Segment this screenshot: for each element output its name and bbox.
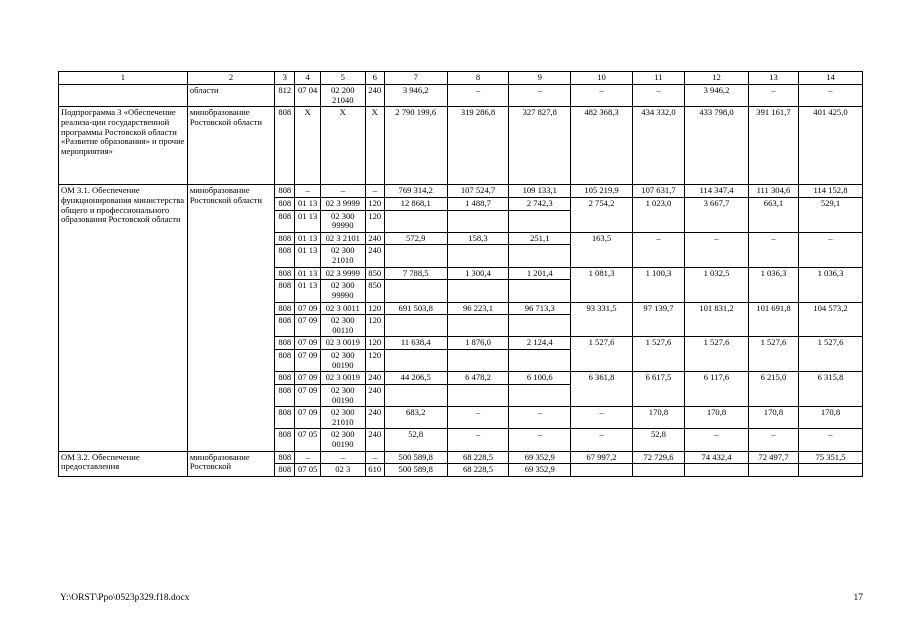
cell: 02 300 00190 — [320, 429, 365, 451]
cell — [384, 384, 447, 406]
cell — [59, 85, 188, 107]
cell: 251,1 — [509, 232, 571, 245]
cell: 850 — [365, 267, 384, 280]
cell: 105 219,9 — [571, 185, 633, 198]
cell: 104 573,2 — [798, 302, 862, 337]
cell: 114 152,8 — [798, 185, 862, 198]
cell: – — [320, 185, 365, 198]
cell: 1 876,0 — [447, 337, 509, 350]
cell: – — [632, 85, 684, 107]
cell: – — [447, 85, 509, 107]
cell: 69 352,9 — [509, 464, 571, 477]
cell: X — [320, 107, 365, 185]
cell: 72 497,7 — [748, 451, 798, 464]
om-3-2-name: ОМ 3.2. Обеспечение предоставления — [59, 451, 188, 476]
header-cell: 1 — [59, 72, 188, 85]
cell: 107 524,7 — [447, 185, 509, 198]
cell: – — [748, 429, 798, 451]
cell — [509, 245, 571, 267]
cell: 02 300 21010 — [320, 245, 365, 267]
cell: 808 — [275, 407, 295, 429]
cell: 240 — [365, 429, 384, 451]
cell: 240 — [365, 384, 384, 406]
header-cell: 10 — [571, 72, 633, 85]
cell: 96 223,1 — [447, 302, 509, 315]
cell: области — [187, 85, 274, 107]
cell: 02 300 00110 — [320, 315, 365, 337]
cell: 6 215,0 — [748, 372, 798, 407]
cell: 170,8 — [685, 407, 749, 429]
cell: – — [571, 407, 633, 429]
cell: – — [748, 232, 798, 267]
cell: 391 161,7 — [748, 107, 798, 185]
cell: 808 — [275, 372, 295, 385]
cell: 158,3 — [447, 232, 509, 245]
cell — [447, 384, 509, 406]
cell: 240 — [365, 372, 384, 385]
cell: 808 — [275, 302, 295, 315]
cell: 1 201,4 — [509, 267, 571, 280]
cell: – — [509, 85, 571, 107]
cell: 500 589,8 — [384, 451, 447, 464]
cell: 808 — [275, 464, 295, 477]
cell: 75 351,5 — [798, 451, 862, 464]
cell: 67 997,2 — [571, 451, 633, 464]
cell: 01 13 — [295, 210, 321, 232]
cell: 319 286,8 — [447, 107, 509, 185]
cell: 68 228,5 — [447, 464, 509, 477]
cell — [384, 245, 447, 267]
cell: 163,5 — [571, 232, 633, 267]
cell: 02 3 0019 — [320, 337, 365, 350]
cell: 808 — [275, 245, 295, 267]
cell — [685, 464, 749, 477]
cell: – — [365, 185, 384, 198]
cell: – — [447, 429, 509, 451]
cell: – — [798, 429, 862, 451]
cell: 07 09 — [295, 407, 321, 429]
cell: 07 05 — [295, 429, 321, 451]
header-cell: 12 — [685, 72, 749, 85]
cell: 69 352,9 — [509, 451, 571, 464]
cell: 12 868,1 — [384, 197, 447, 210]
cell: 500 589,8 — [384, 464, 447, 477]
cell: 114 347,4 — [685, 185, 749, 198]
header-row — [59, 72, 863, 85]
cell: 808 — [275, 280, 295, 302]
cell: 02 3 9999 — [320, 267, 365, 280]
cell: 1 032,5 — [685, 267, 749, 302]
cell: – — [685, 232, 749, 267]
cell: 529,1 — [798, 197, 862, 232]
cell: – — [295, 185, 321, 198]
cell: 808 — [275, 384, 295, 406]
cell: 3 667,7 — [685, 197, 749, 232]
cell — [571, 464, 633, 477]
header-cell: 11 — [632, 72, 684, 85]
subprogram-name: Подпрограмма 3 «Обеспечение реализа-ции государственной программы Ростовской области «Развитие образования» и прочие мероприятия» — [59, 107, 188, 185]
table-row — [59, 85, 863, 107]
cell: 02 300 00190 — [320, 384, 365, 406]
cell: 240 — [365, 245, 384, 267]
cell: 812 — [275, 85, 295, 107]
cell: 52,8 — [632, 429, 684, 451]
cell: 327 827,8 — [509, 107, 571, 185]
cell: 07 09 — [295, 384, 321, 406]
cell: 02 300 99990 — [320, 210, 365, 232]
cell: 11 638,4 — [384, 337, 447, 350]
header-cell: 9 — [509, 72, 571, 85]
cell — [748, 464, 798, 477]
cell — [447, 245, 509, 267]
cell: 02 200 21040 — [320, 85, 365, 107]
cell: 1 300,4 — [447, 267, 509, 280]
header-cell: 3 — [275, 72, 295, 85]
cell: 120 — [365, 302, 384, 315]
cell — [632, 464, 684, 477]
cell: 1 527,6 — [632, 337, 684, 372]
cell: 170,8 — [632, 407, 684, 429]
cell: 96 713,3 — [509, 302, 571, 315]
cell: 101 691,8 — [748, 302, 798, 337]
cell: 691 503,8 — [384, 302, 447, 315]
cell: 120 — [365, 350, 384, 372]
cell: 1 036,3 — [798, 267, 862, 302]
cell: 109 133,1 — [509, 185, 571, 198]
cell: – — [748, 85, 798, 107]
cell: 433 798,0 — [685, 107, 749, 185]
cell — [384, 315, 447, 337]
cell: X — [295, 107, 321, 185]
cell: 07 04 — [295, 85, 321, 107]
cell: – — [571, 429, 633, 451]
budget-table — [58, 71, 863, 477]
table-row — [59, 185, 863, 198]
cell — [447, 210, 509, 232]
header-cell: 7 — [384, 72, 447, 85]
cell: 1 527,6 — [571, 337, 633, 372]
header-cell: 6 — [365, 72, 384, 85]
cell: 01 13 — [295, 245, 321, 267]
header-cell: 13 — [748, 72, 798, 85]
cell: 120 — [365, 315, 384, 337]
cell: 6 361,8 — [571, 372, 633, 407]
cell: 808 — [275, 451, 295, 464]
cell: X — [365, 107, 384, 185]
cell: 07 09 — [295, 372, 321, 385]
cell: 663,1 — [748, 197, 798, 232]
cell: 808 — [275, 267, 295, 280]
cell: 07 09 — [295, 315, 321, 337]
cell — [509, 315, 571, 337]
header-cell: 2 — [187, 72, 274, 85]
cell: 808 — [275, 315, 295, 337]
cell: 2 742,3 — [509, 197, 571, 210]
page-number: 17 — [853, 593, 863, 603]
cell: 1 488,7 — [447, 197, 509, 210]
cell: 02 300 99990 — [320, 280, 365, 302]
cell: 808 — [275, 210, 295, 232]
cell: – — [798, 85, 862, 107]
cell: 808 — [275, 350, 295, 372]
subprogram-row — [59, 107, 863, 185]
cell: – — [509, 429, 571, 451]
cell: 1 036,3 — [748, 267, 798, 302]
cell: 93 331,5 — [571, 302, 633, 337]
cell: 482 368,3 — [571, 107, 633, 185]
cell: 01 13 — [295, 232, 321, 245]
cell: 72 729,6 — [632, 451, 684, 464]
cell: – — [320, 451, 365, 464]
cell: 02 3 0019 — [320, 372, 365, 385]
cell: – — [632, 232, 684, 267]
cell — [447, 280, 509, 302]
cell: 240 — [365, 407, 384, 429]
cell: 07 09 — [295, 337, 321, 350]
cell: 808 — [275, 232, 295, 245]
cell: – — [798, 232, 862, 267]
cell: 74 432,4 — [685, 451, 749, 464]
cell: 3 946,2 — [685, 85, 749, 107]
cell: 6 315,8 — [798, 372, 862, 407]
cell: 1 527,6 — [748, 337, 798, 372]
file-path: Y:\ORST\Ppo\0523p329.f18.docx — [60, 593, 190, 603]
cell: 1 100,3 — [632, 267, 684, 302]
cell: 1 081,3 — [571, 267, 633, 302]
header-cell: 4 — [295, 72, 321, 85]
cell: 2 790 199,6 — [384, 107, 447, 185]
cell: 6 100,6 — [509, 372, 571, 385]
cell — [509, 210, 571, 232]
cell: 2 754,2 — [571, 197, 633, 232]
om-3-2-responsible: минобразование Ростовской — [187, 451, 274, 476]
cell — [509, 384, 571, 406]
table-row — [59, 451, 863, 464]
cell — [447, 350, 509, 372]
cell: 850 — [365, 280, 384, 302]
cell: 02 3 9999 — [320, 197, 365, 210]
cell: 44 206,5 — [384, 372, 447, 385]
cell: 07 09 — [295, 302, 321, 315]
cell: 1 023,0 — [632, 197, 684, 232]
cell: 02 300 00190 — [320, 350, 365, 372]
cell: 107 631,7 — [632, 185, 684, 198]
cell: 52,8 — [384, 429, 447, 451]
cell: 120 — [365, 337, 384, 350]
cell: 401 425,0 — [798, 107, 862, 185]
cell: 101 831,2 — [685, 302, 749, 337]
cell: 6 617,5 — [632, 372, 684, 407]
cell: 120 — [365, 197, 384, 210]
om-3-1-responsible: минобразование Ростовской области — [187, 185, 274, 451]
cell: 07 09 — [295, 350, 321, 372]
cell: 808 — [275, 337, 295, 350]
cell: – — [365, 451, 384, 464]
cell: – — [571, 85, 633, 107]
cell: 769 314,2 — [384, 185, 447, 198]
cell: 170,8 — [798, 407, 862, 429]
cell — [509, 280, 571, 302]
header-cell: 8 — [447, 72, 509, 85]
cell: 170,8 — [748, 407, 798, 429]
cell: 572,9 — [384, 232, 447, 245]
cell: – — [509, 407, 571, 429]
cell: 6 117,6 — [685, 372, 749, 407]
cell: 01 13 — [295, 197, 321, 210]
header-cell: 14 — [798, 72, 862, 85]
cell: – — [685, 429, 749, 451]
cell — [509, 350, 571, 372]
cell: минобразование Ростовской области — [187, 107, 274, 185]
cell — [384, 280, 447, 302]
cell: 808 — [275, 429, 295, 451]
cell — [384, 210, 447, 232]
cell: 02 300 21010 — [320, 407, 365, 429]
cell: 1 527,6 — [798, 337, 862, 372]
cell: – — [447, 407, 509, 429]
cell: 2 124,4 — [509, 337, 571, 350]
cell — [384, 350, 447, 372]
cell: 02 3 0011 — [320, 302, 365, 315]
cell: 240 — [365, 232, 384, 245]
cell: 683,2 — [384, 407, 447, 429]
cell: 610 — [365, 464, 384, 477]
cell: 68 228,5 — [447, 451, 509, 464]
om-3-1-name: ОМ 3.1. Обеспечение функционирования министерства общего и профессионального образования Ростовской области — [59, 185, 188, 451]
cell: 6 478,2 — [447, 372, 509, 385]
cell: 97 139,7 — [632, 302, 684, 337]
cell: 434 332,0 — [632, 107, 684, 185]
cell: 120 — [365, 210, 384, 232]
cell: 01 13 — [295, 267, 321, 280]
cell: 111 304,6 — [748, 185, 798, 198]
cell — [447, 315, 509, 337]
cell: 1 527,6 — [685, 337, 749, 372]
cell: 07 05 — [295, 464, 321, 477]
cell: – — [295, 451, 321, 464]
cell: 808 — [275, 185, 295, 198]
cell: 01 13 — [295, 280, 321, 302]
cell: 808 — [275, 107, 295, 185]
header-cell: 5 — [320, 72, 365, 85]
cell — [798, 464, 862, 477]
cell: 3 946,2 — [384, 85, 447, 107]
cell: 808 — [275, 197, 295, 210]
page-footer — [60, 593, 863, 603]
cell: 7 788,5 — [384, 267, 447, 280]
cell: 02 3 2101 — [320, 232, 365, 245]
cell: 240 — [365, 85, 384, 107]
cell: 02 3 — [320, 464, 365, 477]
